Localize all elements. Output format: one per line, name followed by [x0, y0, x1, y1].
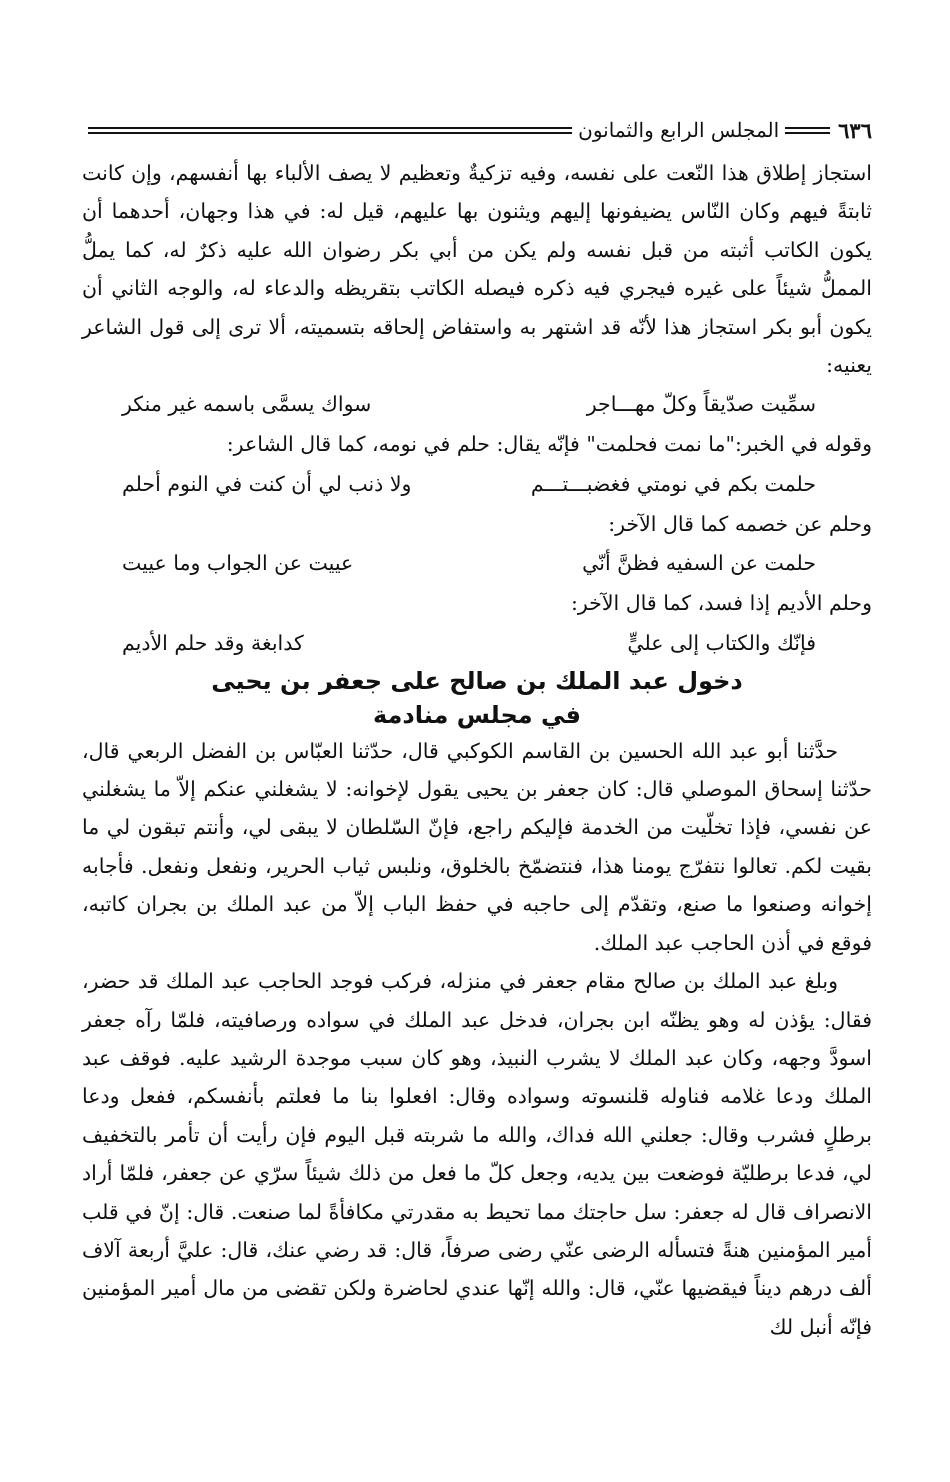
verse-4-second-hemistich: كدابغة وقد حلم الأديم — [122, 630, 304, 655]
running-title: المجلس الرابع والثمانون — [578, 118, 780, 142]
verse-3-first-hemistich: حلمت عن السفيه فظنَّ أنّي — [582, 551, 816, 576]
verse-4 — [82, 623, 872, 664]
page-number: ٦٣٦ — [838, 117, 872, 143]
header-rule-left — [88, 127, 572, 134]
verse-3-second-hemistich: عييت عن الجواب وما عييت — [122, 551, 354, 576]
paragraph-1: استجاز إطلاق هذا النّعت على نفسه، وفيه تزكيةٌ وتعظيم لا يصف الألباء بها أنفسهم، وإن كانت ثابتةً فيهم وكان النّاس يضيفونها إليهم ويثنون بها عليهم، قيل له: في هذا وجهان، أحدهما أن يكون الكاتب أثبته من قبل نفسه ولم يكن من أبي بكر رضوان الله عليه ذكرٌ له، كما يملُّ المملُّ شيئاً على غيره فيجري فيه ذكره فيصله الكاتب بتقريظه والدعاء له، والوجه الثاني أن يكون أبو بكر استجاز هذا لأنّه قد اشتهر به واستفاض إلحاقه بتسميته، ألا ترى إلى قول الشاعر يعنيه: — [82, 161, 872, 378]
verse-1-first-hemistich: سمِّيت صدّيقاً وكلّ مهـــاجر — [586, 392, 816, 417]
section-heading-line-2: في مجلس منادمة — [373, 700, 581, 729]
page — [82, 110, 872, 1346]
section-heading-line-1: دخول عبد الملك بن صالح على جعفر بن يحيى — [211, 666, 743, 695]
verse-1 — [82, 384, 872, 425]
header-rule-right — [785, 127, 830, 134]
verse-1-second-hemistich: سواك يسمَّى باسمه غير منكر — [122, 392, 372, 417]
paragraph-6: وبلغ عبد الملك بن صالح مقام جعفر في منزله، فركب فوجد الحاجب عبد الملك قد حضر، فقال: يؤذن له وهو يظنّه ابن بجران، فدخل عبد الملك في سواده ورصافيته، فلمّا رآه جعفر اسودَّ وجهه، وكان عبد الملك لا يشرب النبيذ، وهو كان سبب موجدة الرشيد عليه. فوقف عبد الملك ودعا غلامه فناوله قلنسوته وسواده وقال: افعلوا بنا ما فعلتم بأنفسكم، ففعل ودعا برطلٍ فشرب وقال: جعلني الله فداك، والله ما شربته قبل اليوم فإن رأيت أن تأمر بالتخفيف لي، فدعا برطليّة فوضعت بين يديه، وجعل كلّ ما فعل من ذلك شيئاً سرّي عن جعفر، فلمّا أراد الانصراف قال له جعفر: سل حاجتك مما تحيط به مقدرتي مكافأةً لما صنعت. قال: إنّ في قلب أمير المؤمنين هنةً فتسأله الرضى عنّي رضى صرفاً، قال: قد رضي عنك، قال: عليَّ أربعة آلاف ألف درهم ديناً فيقضيها عنّي، قال: والله إنّها عندي لحاضرة ولكن تقضى من مال أمير المؤمنين فإنّه أنبل لك — [82, 969, 872, 1339]
paragraph-5: حدَّثنا أبو عبد الله الحسين بن القاسم الكوكبي قال، حدّثنا العبّاس بن الفضل الربعي قال، حدّثنا إسحاق الموصلي قال: كان جعفر بن يحيى يقول لإخوانه: لا يشغلني عنكم إلاّ ما يشغلني عن نفسي، فإذا تخلّيت من الخدمة فإليكم راجع، فإنّ السّلطان لا يبقى لي، وأنتم تبقون لي ما بقيت لكم. تعالوا نتفرّج يومنا هذا، فنتضمّخ بالخلوق، ونلبس ثياب الحرير، ونفعل ونفعل. فأجابه إخوانه وصنعوا ما صنع، وتقدّم إلى حاجبه في حفظ الباب إلاّ من عبد الملك بن بجران كاتبه، فوقع في أذن الحاجب عبد الملك. — [82, 738, 872, 955]
verse-2 — [82, 464, 872, 505]
line-2: وقوله في الخبر:"ما نمت فحلمت" فإنّه يقال: حلم في نومه، كما قال الشاعر: — [226, 432, 872, 457]
verse-4-first-hemistich: فإنّك والكتاب إلى عليٍّ — [627, 630, 816, 655]
line-3: وحلم عن خصمه كما قال الآخر: — [608, 511, 872, 536]
verse-2-first-hemistich: حلمت بكم في نومتي فغضبـــتـــم — [530, 471, 816, 496]
line-4: وحلم الأديم إذا فسد، كما قال الآخر: — [570, 591, 872, 616]
verse-3 — [82, 543, 872, 584]
page-header — [82, 110, 872, 150]
verse-2-second-hemistich: ولا ذنب لي أن كنت في النوم أحلم — [122, 471, 412, 496]
